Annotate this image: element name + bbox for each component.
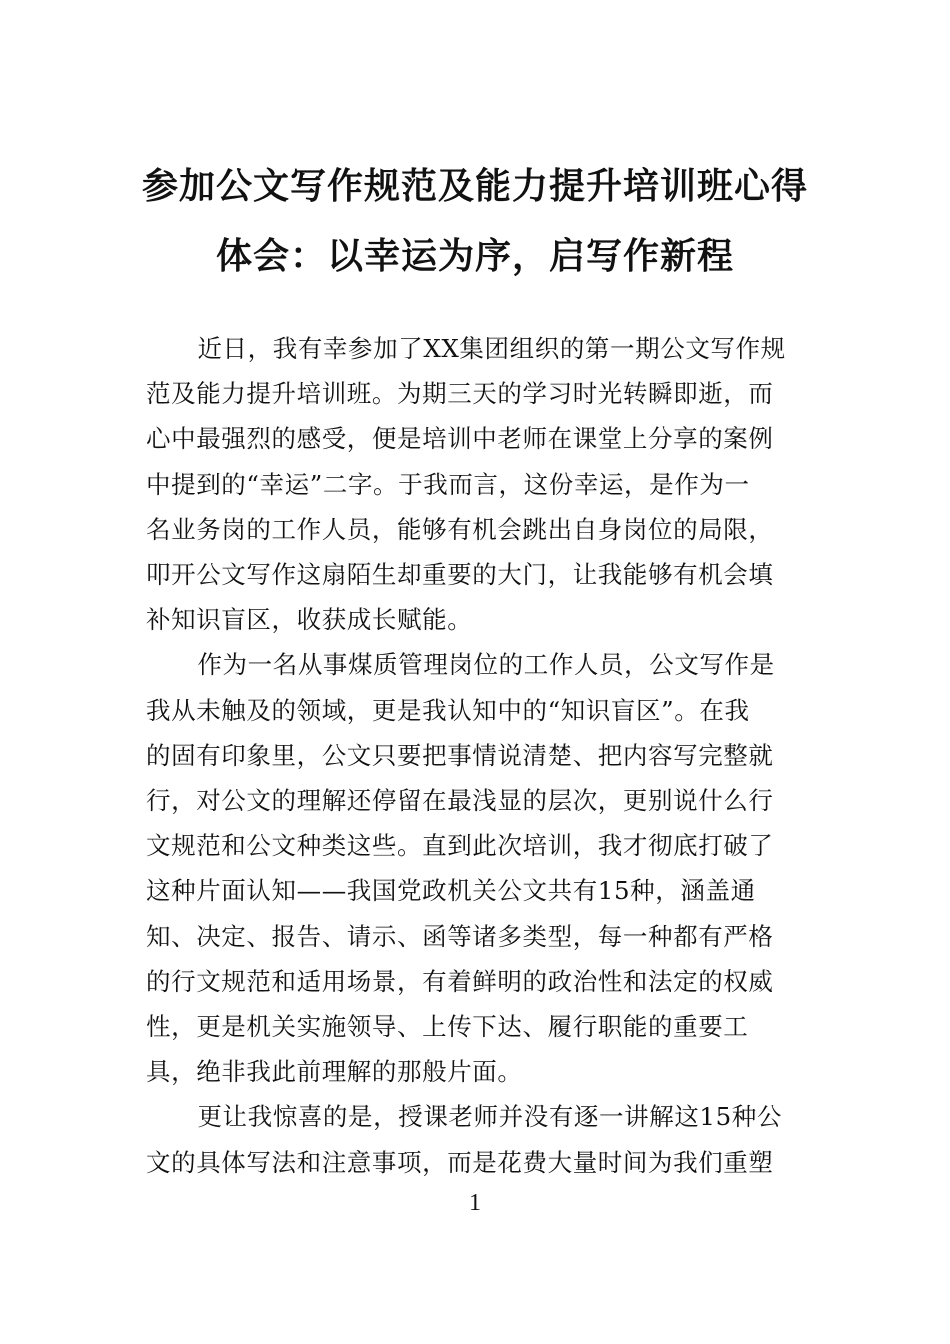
text-line: 心中最强烈的感受，便是培训中老师在课堂上分享的案例 bbox=[146, 424, 774, 454]
page-number: 1 bbox=[469, 1190, 481, 1216]
text-line: 文规范和公文种类这些。直到此次培训，我才彻底打破了 bbox=[146, 831, 774, 861]
text-line: 近日，我有幸参加了XX集团组织的第一期公文写作规 bbox=[197, 334, 786, 363]
text-line: 更让我惊喜的是，授课老师并没有逐一讲解这15种公 bbox=[197, 1102, 783, 1132]
text-line: 我从未触及的领域，更是我认知中的“知识盲区”。在我 bbox=[146, 695, 750, 725]
text-line: 知、决定、报告、请示、函等诸多类型，每一种都有严格 bbox=[146, 921, 774, 951]
paragraph-1 bbox=[146, 326, 806, 642]
text-line: 文的具体写法和注意事项，而是花费大量时间为我们重塑 bbox=[146, 1147, 774, 1177]
text-line: 行，对公文的理解还停留在最浅显的层次，更别说什么行 bbox=[146, 786, 774, 816]
text-line: 名业务岗的工作人员，能够有机会跳出自身岗位的局限， bbox=[146, 514, 774, 544]
text-line: 性，更是机关实施领导、上传下达、履行职能的重要工 bbox=[146, 1012, 749, 1042]
paragraph-3 bbox=[146, 1094, 806, 1184]
title-line-2: 体会：以幸运为序，启写作新程 bbox=[215, 236, 734, 277]
text-line: 的固有印象里，公文只要把事情说清楚、把内容写完整就 bbox=[146, 740, 774, 770]
document-title bbox=[120, 152, 830, 292]
text-line: 叩开公文写作这扇陌生却重要的大门，让我能够有机会填 bbox=[146, 560, 774, 590]
text-line: 补知识盲区，收获成长赋能。 bbox=[146, 605, 473, 635]
paragraph-2 bbox=[146, 642, 806, 1094]
document-body bbox=[146, 326, 806, 1185]
text-line: 具，绝非我此前理解的那般片面。 bbox=[146, 1057, 523, 1087]
text-line: 作为一名从事煤质管理岗位的工作人员，公文写作是 bbox=[197, 650, 775, 680]
text-line: 范及能力提升培训班。为期三天的学习时光转瞬即逝，而 bbox=[146, 379, 774, 409]
text-line: 的行文规范和适用场景，有着鲜明的政治性和法定的权威 bbox=[146, 966, 774, 996]
title-line-1: 参加公文写作规范及能力提升培训班心得 bbox=[141, 166, 808, 207]
text-line: 中提到的“幸运”二字。于我而言，这份幸运，是作为一 bbox=[146, 469, 750, 499]
text-line: 这种片面认知——我国党政机关公文共有15种，涵盖通 bbox=[146, 876, 756, 906]
